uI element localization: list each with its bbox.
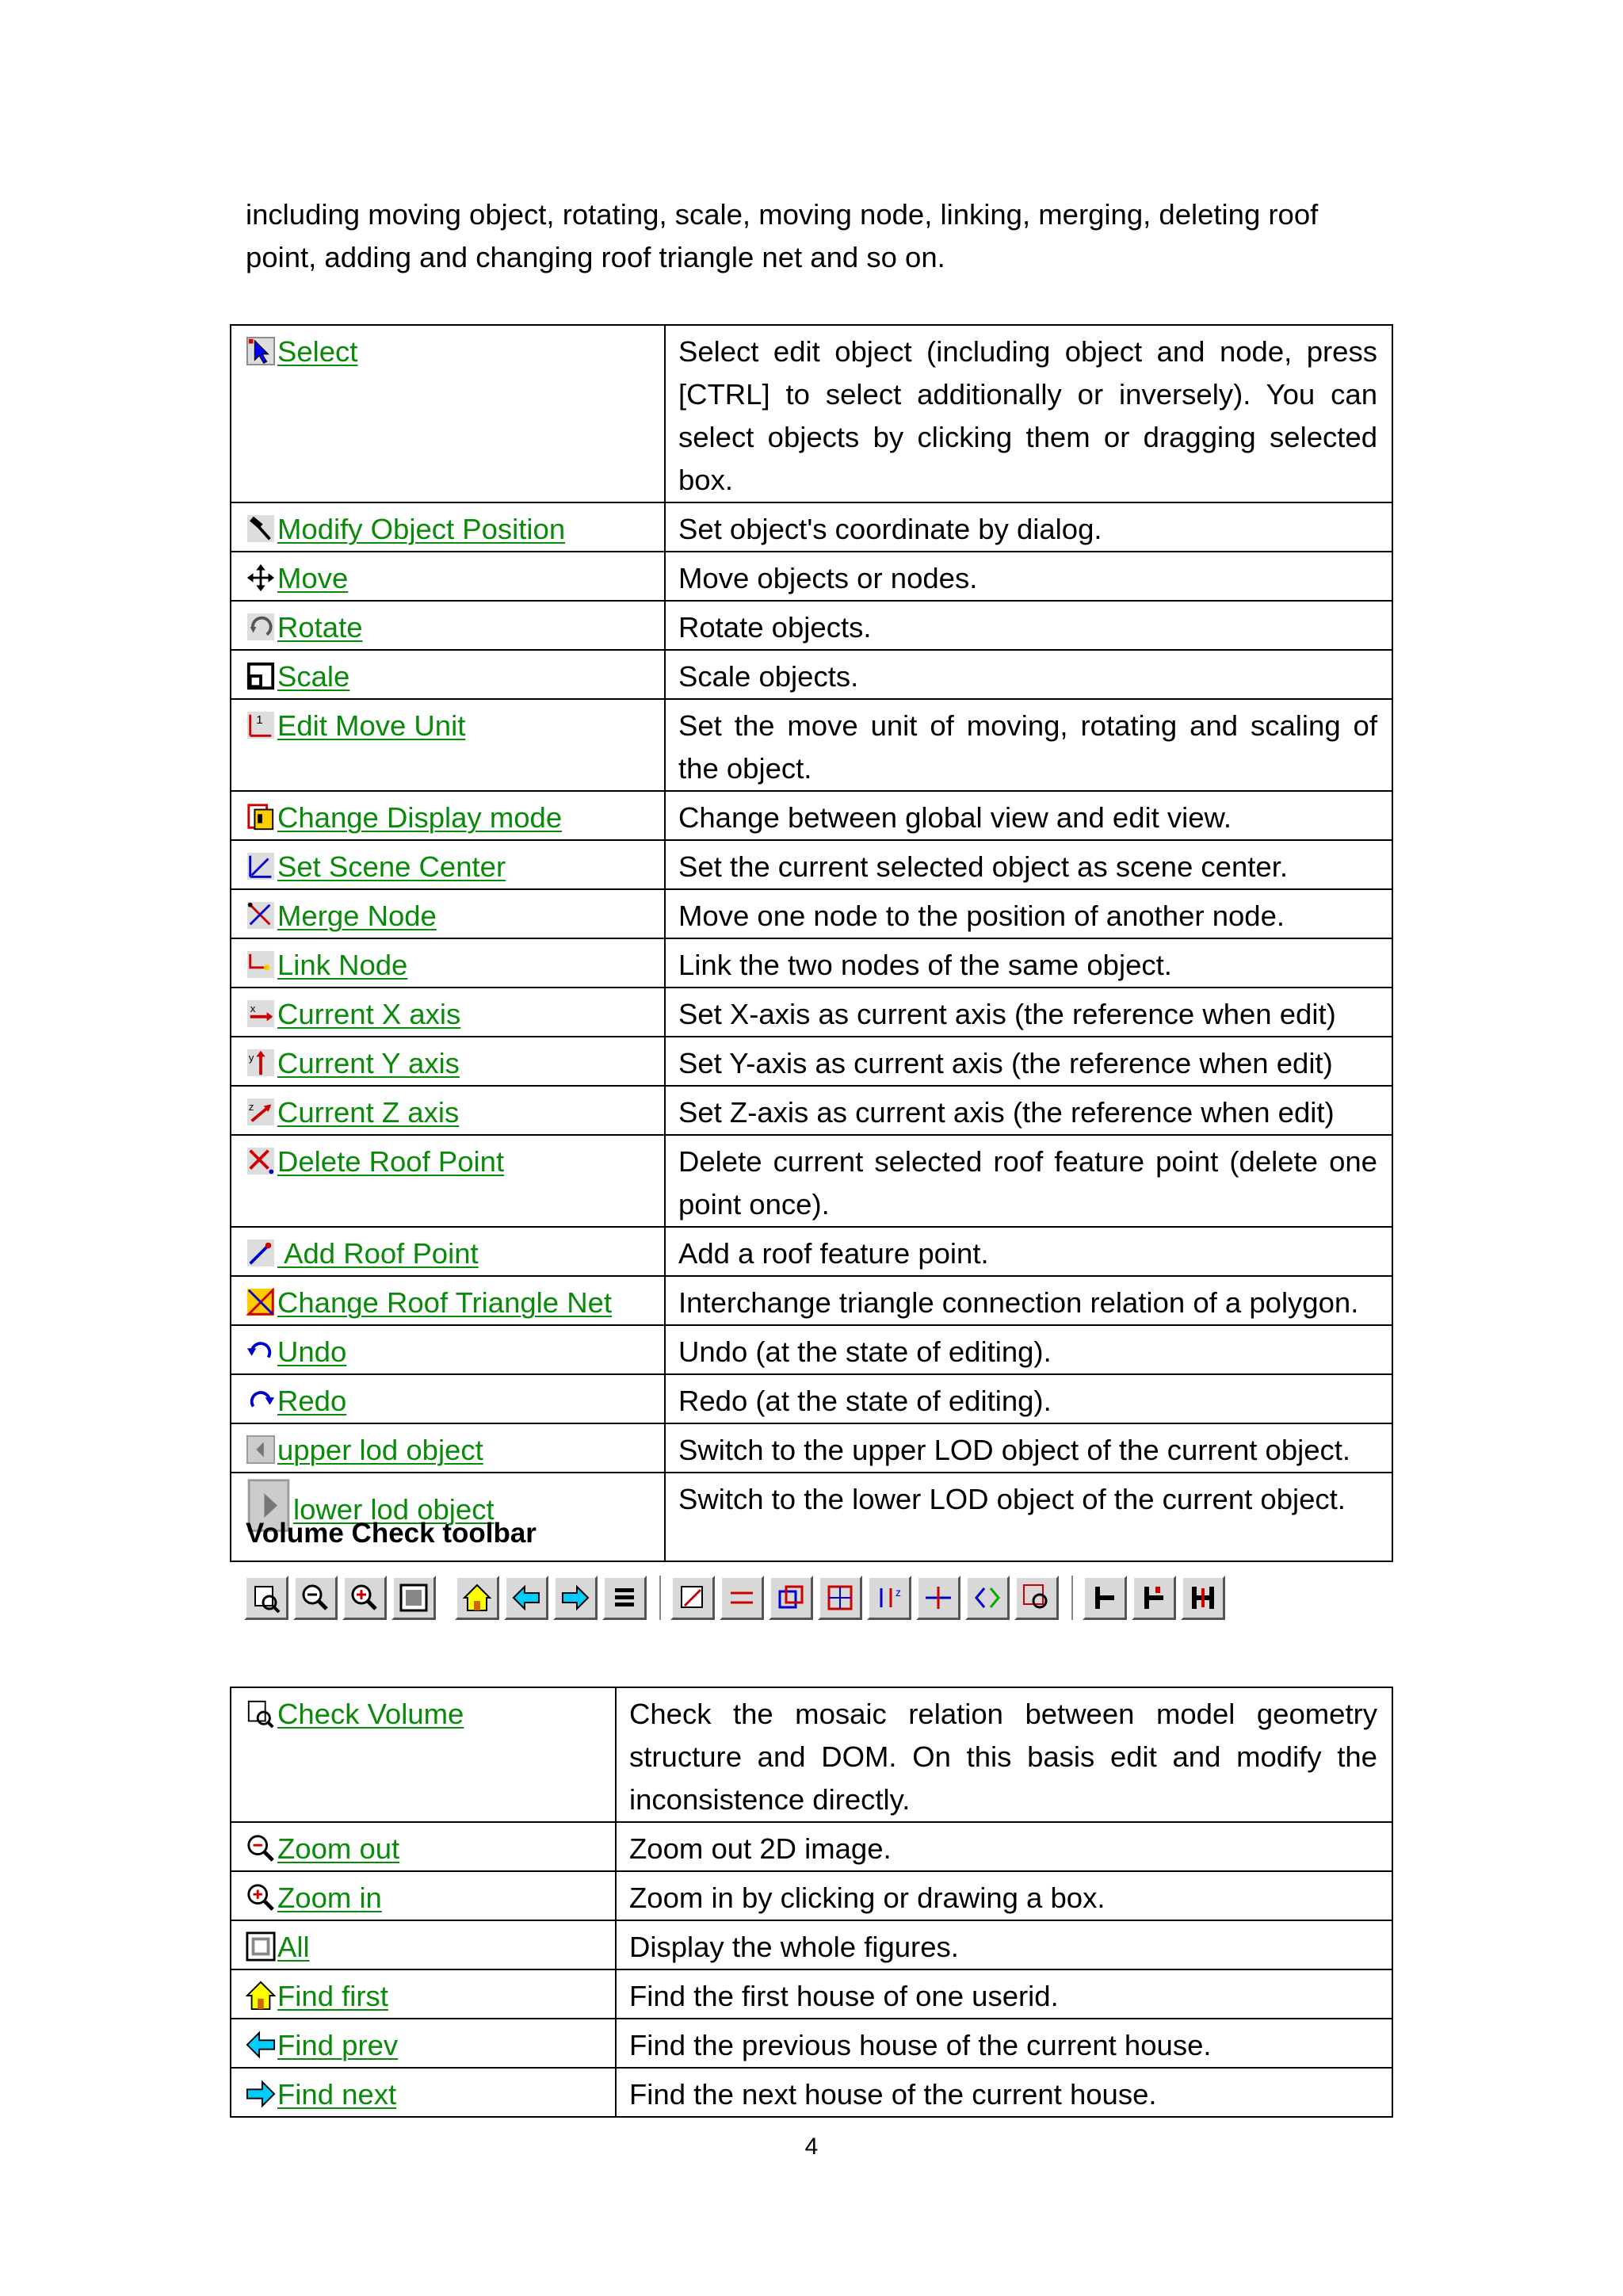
house-icon xyxy=(246,1981,276,2011)
move-unit-icon xyxy=(246,710,276,740)
tool-link[interactable]: Rotate xyxy=(277,611,363,644)
tool-link[interactable]: upper lod object xyxy=(277,1434,483,1466)
tool-description: Find the previous house of the current house. xyxy=(616,2019,1392,2068)
intro-paragraph: including moving object, rotating, scale, moving node, linking, merging, deleting roof point, adding and changing roof triangle net and so on. xyxy=(246,198,1319,273)
section-title: Volume Check toolbar xyxy=(246,1518,537,1549)
table-row xyxy=(231,791,1392,840)
table-row xyxy=(231,1920,1392,1969)
tool-link[interactable]: Find next xyxy=(277,2078,397,2111)
tool-description: Move one node to the position of another node. xyxy=(665,889,1392,938)
tool-link[interactable]: Zoom out xyxy=(277,1832,400,1865)
zoom-in-icon xyxy=(246,1882,276,1912)
house-icon[interactable] xyxy=(455,1576,499,1620)
tool-link[interactable]: Zoom in xyxy=(277,1881,382,1914)
arrow-left-icon[interactable] xyxy=(504,1576,548,1620)
volume-check-table xyxy=(230,1687,1393,2118)
table-row xyxy=(231,552,1392,601)
tool-link[interactable]: Change Display mode xyxy=(277,801,563,834)
redo-icon xyxy=(246,1385,276,1415)
tool-cell xyxy=(231,1920,616,1969)
svg-text:z: z xyxy=(896,1586,901,1599)
tool-link[interactable]: Modify Object Position xyxy=(277,513,566,545)
table-row xyxy=(231,938,1392,988)
arrow-left-icon xyxy=(246,2030,276,2060)
tool-link[interactable]: Redo xyxy=(277,1385,347,1417)
rotate-icon xyxy=(246,612,276,642)
tool-cell xyxy=(231,1037,665,1086)
tool-description: Switch to the lower LOD object of the current object. xyxy=(665,1473,1392,1561)
tool-description: Change between global view and edit view. xyxy=(665,791,1392,840)
toolbar-separator xyxy=(659,1576,663,1620)
tool-cell xyxy=(231,699,665,791)
find-grid-icon[interactable] xyxy=(1014,1576,1059,1620)
zoom-out-icon[interactable] xyxy=(293,1576,338,1620)
tool-cell xyxy=(231,1227,665,1276)
y-axis-icon xyxy=(246,1048,276,1078)
table-row xyxy=(231,1276,1392,1325)
tool-cell xyxy=(231,1871,616,1920)
table-row xyxy=(231,1822,1392,1871)
tool-description: Find the next house of the current house. xyxy=(616,2068,1392,2117)
grid-icon[interactable] xyxy=(818,1576,862,1620)
table-row xyxy=(231,840,1392,889)
tool-link[interactable]: Select xyxy=(277,335,358,368)
edit-box-icon[interactable] xyxy=(670,1576,715,1620)
tool-link[interactable]: Current X axis xyxy=(277,998,461,1030)
check-volume-icon[interactable] xyxy=(244,1576,288,1620)
check-volume-icon xyxy=(246,1698,276,1729)
table-row xyxy=(231,325,1392,502)
table-row xyxy=(231,601,1392,650)
tool-cell xyxy=(231,552,665,601)
x-axis-icon xyxy=(246,999,276,1029)
tool-link[interactable]: Check Volume xyxy=(277,1698,464,1730)
tool-description: Add a roof feature point. xyxy=(665,1227,1392,1276)
tool-description: Set Z-axis as current axis (the reference when edit) xyxy=(665,1086,1392,1135)
tool-description: Interchange triangle connection relation of a polygon. xyxy=(665,1276,1392,1325)
tool-cell xyxy=(231,1276,665,1325)
tool-description: Set the current selected object as scene center. xyxy=(665,840,1392,889)
tool-link[interactable]: Find first xyxy=(277,1980,388,2012)
table-row xyxy=(231,699,1392,791)
edit-tools-table xyxy=(230,324,1393,1562)
table-row xyxy=(231,889,1392,938)
tool-link[interactable]: Set Scene Center xyxy=(277,850,506,883)
tool-description: Set X-axis as current axis (the reference when edit) xyxy=(665,988,1392,1037)
select-arrow-icon xyxy=(246,336,276,366)
tool-link[interactable]: Edit Move Unit xyxy=(277,709,466,742)
table-row xyxy=(231,1687,1392,1822)
table-row xyxy=(231,1086,1392,1135)
tool-cell xyxy=(231,988,665,1037)
tool-link[interactable]: Merge Node xyxy=(277,900,437,932)
tool-cell xyxy=(231,1687,616,1822)
tool-description: Move objects or nodes. xyxy=(665,552,1392,601)
tool-description: Zoom out 2D image. xyxy=(616,1822,1392,1871)
delete-roof-point-icon xyxy=(246,1146,276,1176)
tool-description: Redo (at the state of editing). xyxy=(665,1374,1392,1423)
merge-node-icon xyxy=(246,900,276,930)
tool-cell xyxy=(231,650,665,699)
table-row xyxy=(231,502,1392,552)
zoom-in-icon[interactable] xyxy=(342,1576,387,1620)
tool-cell xyxy=(231,1822,616,1871)
toolbar-separator xyxy=(1071,1576,1075,1620)
tool-cell xyxy=(231,889,665,938)
tool-description: Set Y-axis as current axis (the reference when edit) xyxy=(665,1037,1392,1086)
all-icon xyxy=(246,1931,276,1962)
tool-cell xyxy=(231,2019,616,2068)
tool-cell xyxy=(231,1135,665,1227)
tool-cell xyxy=(231,2068,616,2117)
tool-link[interactable]: Scale xyxy=(277,660,350,693)
table-row xyxy=(231,1135,1392,1227)
equal-lines-icon[interactable] xyxy=(720,1576,764,1620)
rect-icon[interactable] xyxy=(769,1576,813,1620)
tool-description: Display the whole figures. xyxy=(616,1920,1392,1969)
table-row xyxy=(231,650,1392,699)
all-icon[interactable] xyxy=(391,1576,436,1620)
link-node-icon xyxy=(246,949,276,980)
tool-description: Set the move unit of moving, rotating and scaling of the object. xyxy=(665,699,1392,791)
tool-description: Zoom in by clicking or drawing a box. xyxy=(616,1871,1392,1920)
scale-icon xyxy=(246,661,276,691)
table-row xyxy=(231,1969,1392,2019)
table-row xyxy=(231,2019,1392,2068)
upper-lod-icon xyxy=(246,1435,276,1465)
tool-cell xyxy=(231,1086,665,1135)
tool-cell xyxy=(231,840,665,889)
table-row xyxy=(231,1871,1392,1920)
tool-cell xyxy=(231,1969,616,2019)
svg-text:x: x xyxy=(250,1003,256,1015)
tool-description: Find the first house of one userid. xyxy=(616,1969,1392,2019)
sort-icon[interactable] xyxy=(867,1576,911,1620)
hammer-icon xyxy=(246,514,276,544)
add-roof-point-icon xyxy=(246,1238,276,1268)
table-row xyxy=(231,1037,1392,1086)
tool-cell xyxy=(231,1423,665,1473)
tool-cell xyxy=(231,502,665,552)
bar-split-icon[interactable] xyxy=(1181,1576,1225,1620)
volume-check-toolbar xyxy=(244,1574,1230,1622)
tool-link[interactable]: Undo xyxy=(277,1335,347,1368)
tool-link[interactable]: Move xyxy=(277,562,349,594)
tool-cell xyxy=(231,1325,665,1374)
undo-icon xyxy=(246,1336,276,1366)
tool-link[interactable]: Change Roof Triangle Net xyxy=(277,1286,613,1319)
table-row xyxy=(231,988,1392,1037)
tool-description: Scale objects. xyxy=(665,650,1392,699)
tool-link[interactable]: Find prev xyxy=(277,2029,399,2061)
tool-cell xyxy=(231,791,665,840)
svg-text:y: y xyxy=(248,1052,254,1064)
svg-text:1: 1 xyxy=(256,713,263,728)
tool-link[interactable]: Add Roof Point xyxy=(277,1237,479,1270)
table-row xyxy=(231,1325,1392,1374)
tool-cell xyxy=(231,325,665,502)
roof-triangle-icon xyxy=(246,1287,276,1317)
tool-link[interactable]: All xyxy=(277,1931,310,1963)
arrow-right-icon[interactable] xyxy=(553,1576,598,1620)
zoom-out-icon xyxy=(246,1833,276,1863)
table-row xyxy=(231,1227,1392,1276)
tool-description: Select edit object (including object and node, press [CTRL] to select additionally or inversely). You can select objects by clicking them or dragging selected box. xyxy=(665,325,1392,502)
move-arrows-icon xyxy=(246,563,276,593)
tool-cell xyxy=(231,938,665,988)
arrow-right-icon xyxy=(246,2079,276,2109)
merge-arrows-icon[interactable] xyxy=(965,1576,1010,1620)
list-icon[interactable] xyxy=(602,1576,647,1620)
table-row xyxy=(231,1374,1392,1423)
tool-link[interactable]: Current Z axis xyxy=(277,1096,460,1129)
tool-description: Link the two nodes of the same object. xyxy=(665,938,1392,988)
scene-center-icon xyxy=(246,851,276,881)
svg-text:z: z xyxy=(248,1101,254,1114)
table-row xyxy=(231,1423,1392,1473)
node-arrows-icon[interactable] xyxy=(916,1576,960,1620)
tool-link[interactable]: lower lod object xyxy=(293,1493,495,1526)
tool-description: Switch to the upper LOD object of the current object. xyxy=(665,1423,1392,1473)
display-mode-icon xyxy=(246,802,276,832)
tool-link[interactable]: Delete Roof Point xyxy=(277,1145,505,1178)
tool-description: Undo (at the state of editing). xyxy=(665,1325,1392,1374)
tool-cell xyxy=(231,1374,665,1423)
tool-description: Rotate objects. xyxy=(665,601,1392,650)
z-axis-icon xyxy=(246,1097,276,1127)
bar-left-icon[interactable] xyxy=(1083,1576,1127,1620)
page-number: 4 xyxy=(804,2134,819,2160)
table-row xyxy=(231,2068,1392,2117)
tool-description: Set object's coordinate by dialog. xyxy=(665,502,1392,552)
tool-link[interactable]: Current Y axis xyxy=(277,1047,460,1079)
tool-description: Delete current selected roof feature point (delete one point once). xyxy=(665,1135,1392,1227)
tool-cell xyxy=(231,601,665,650)
tool-link[interactable]: Link Node xyxy=(277,949,408,981)
tool-description: Check the mosaic relation between model geometry structure and DOM. On this basis edit and modify the inconsistence directly. xyxy=(616,1687,1392,1822)
bar-red-icon[interactable] xyxy=(1132,1576,1176,1620)
